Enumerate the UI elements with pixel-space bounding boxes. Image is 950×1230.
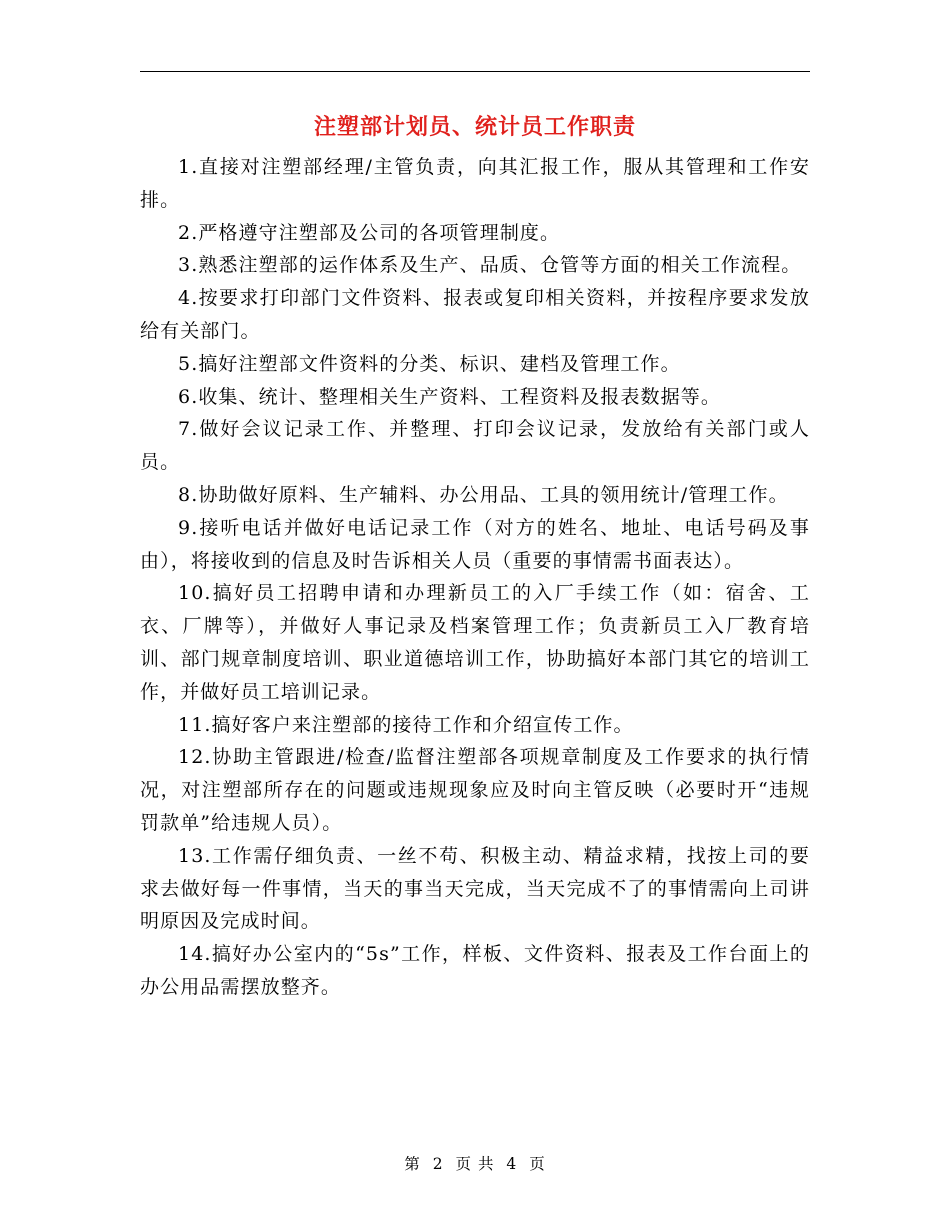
paragraph-8: 8.协助做好原料、生产辅料、办公用品、工具的领用统计/管理工作。 (178, 483, 789, 506)
paragraph-10: 10.搞好员工招聘申请和办理新员工的入厂手续工作（如：宿舍、工衣、厂牌等），并做好人事记录及档案管理工作；负责新员工入厂教育培训、部门规章制度培训、职业道德培训工作，协助搞好本部门其它的培训工作，并做好员工培训记录。 (140, 582, 810, 703)
footer-middle: 页 共 (455, 1155, 495, 1173)
paragraph-14: 14.搞好办公室内的“5s”工作，样板、文件资料、报表及工作台面上的办公用品需摆放整齐。 (140, 943, 810, 998)
paragraph-7: 7.做好会议记录工作、并整理、打印会议记录，发放给有关部门或人员。 (140, 418, 810, 474)
paragraph-3: 3.熟悉注塑部的运作体系及生产、品质、仓管等方面的相关工作流程。 (178, 254, 802, 277)
footer-prefix: 第 (404, 1155, 421, 1173)
footer-suffix: 页 (529, 1155, 546, 1173)
paragraph-6: 6.收集、统计、整理相关生产资料、工程资料及报表数据等。 (178, 385, 721, 408)
document-body (140, 151, 810, 1004)
header-rule (140, 71, 810, 72)
paragraph-4: 4.按要求打印部门文件资料、报表或复印相关资料，并按程序要求发放给有关部门。 (140, 287, 810, 342)
paragraph-9: 9.接听电话并做好电话记录工作（对方的姓名、地址、电话号码及事由），将接收到的信息及时告诉相关人员（重要的事情需书面表达）。 (140, 516, 810, 572)
current-page-number: 2 (432, 1155, 444, 1173)
paragraph-5: 5.搞好注塑部文件资料的分类、标识、建档及管理工作。 (178, 352, 681, 375)
paragraph-11: 11.搞好客户来注塑部的接待工作和介绍宣传工作。 (178, 713, 634, 736)
paragraph-13: 13.工作需仔细负责、一丝不苟、积极主动、精益求精，找按上司的要求去做好每一件事情，当天的事当天完成，当天完成不了的事情需向上司讲明原因及完成时间。 (140, 844, 810, 933)
document-title: 注塑部计划员、统计员工作职责 (313, 115, 636, 140)
paragraph-2: 2.严格遵守注塑部及公司的各项管理制度。 (178, 221, 561, 244)
page-footer (0, 1152, 950, 1174)
total-pages-number: 4 (506, 1155, 518, 1173)
paragraph-12: 12.协助主管跟进/检查/监督注塑部各项规章制度及工作要求的执行情况，对注塑部所存在的问题或违规现象应及时向主管反映（必要时开“违规罚款单”给违规人员）。 (140, 746, 810, 834)
paragraph-1: 1.直接对注塑部经理/主管负责，向其汇报工作，服从其管理和工作安排。 (140, 156, 810, 211)
